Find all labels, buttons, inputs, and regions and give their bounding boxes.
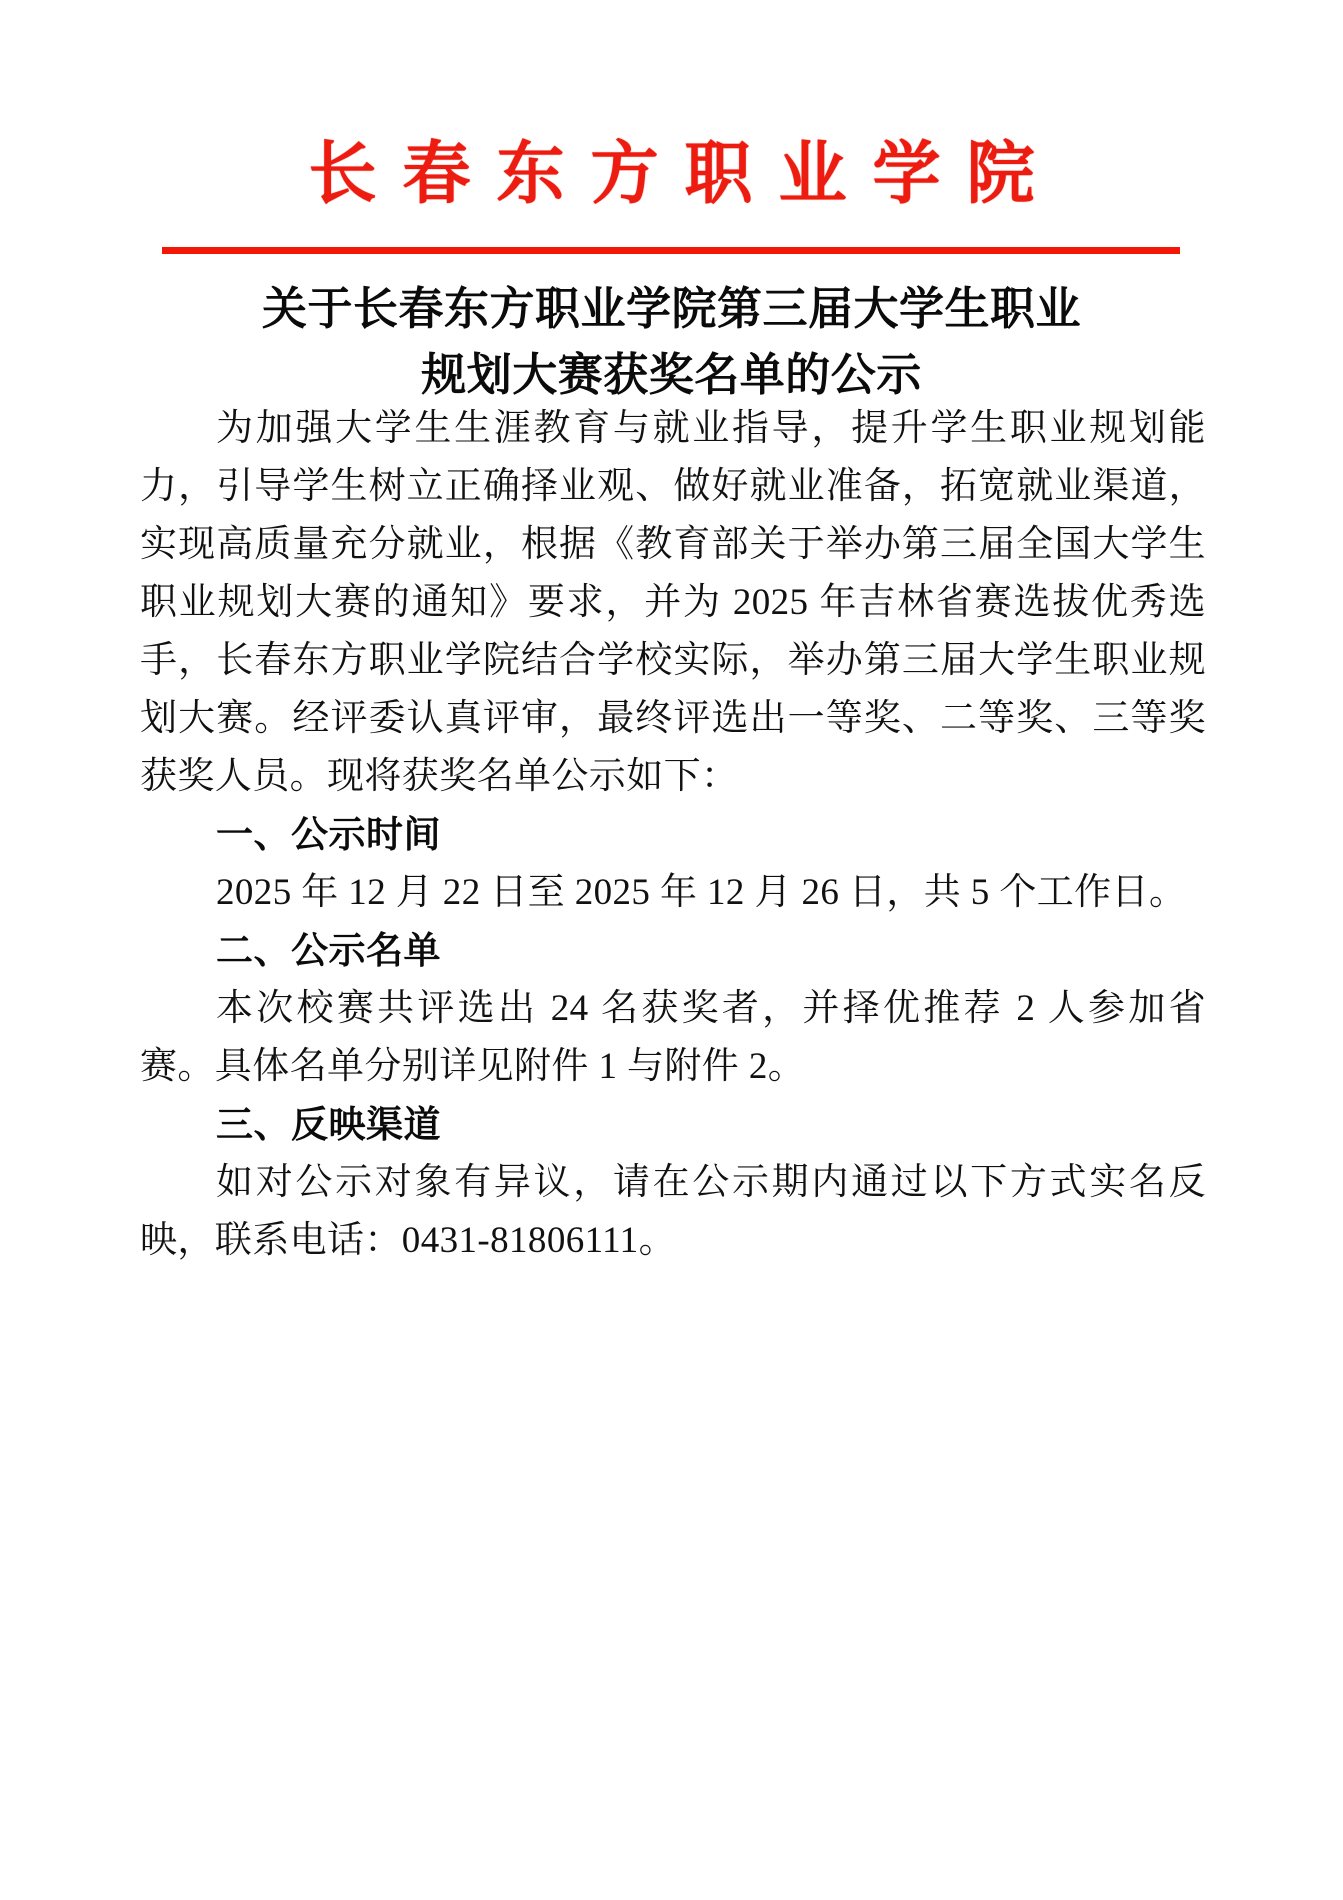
section-heading-publicity-period: 一、公示时间 xyxy=(216,814,441,855)
page-title-line-2: 规划大赛获奖名单的公示 xyxy=(421,349,922,400)
section-heading-publicity-list: 二、公示名单 xyxy=(216,930,441,971)
intro-paragraph: 为加强大学生生涯教育与就业指导，提升学生职业规划能力，引导学生树立正确择业观、做好就业准备，拓宽就业渠道，实现高质量充分就业，根据《教育部关于举办第三届全国大学生职业规划大赛的通知》要求，并为 2025 年吉林省赛选拔优秀选手，长春东方职业学院结合学校实际，举办第三届大学生职业规划大赛。经评委认真评审，最终评选出一等奖、二等奖、三等奖获奖人员。现将获奖名单公示如下： xyxy=(140,408,1206,797)
page-title xyxy=(140,276,1203,408)
section-body-publicity-period: 2025 年 12 月 22 日至 2025 年 12 月 26 日，共 5 个工作日。 xyxy=(216,872,1187,913)
section-heading-feedback-channel: 三、反映渠道 xyxy=(216,1104,441,1145)
section-body-feedback-channel: 如对公示对象有异议，请在公示期内通过以下方式实名反映，联系电话：0431-81806111。 xyxy=(140,1162,1206,1261)
section-body-publicity-list: 本次校赛共评选出 24 名获奖者，并择优推荐 2 人参加省赛。具体名单分别详见附件 1 与附件 2。 xyxy=(140,988,1206,1087)
letterhead xyxy=(0,128,1343,220)
document-body xyxy=(140,400,1206,1270)
letterhead-red-rule xyxy=(162,247,1180,254)
letterhead-organization-name: 长春东方职业学院 xyxy=(308,136,1061,212)
page-title-line-1: 关于长春东方职业学院第三届大学生职业 xyxy=(261,283,1081,334)
